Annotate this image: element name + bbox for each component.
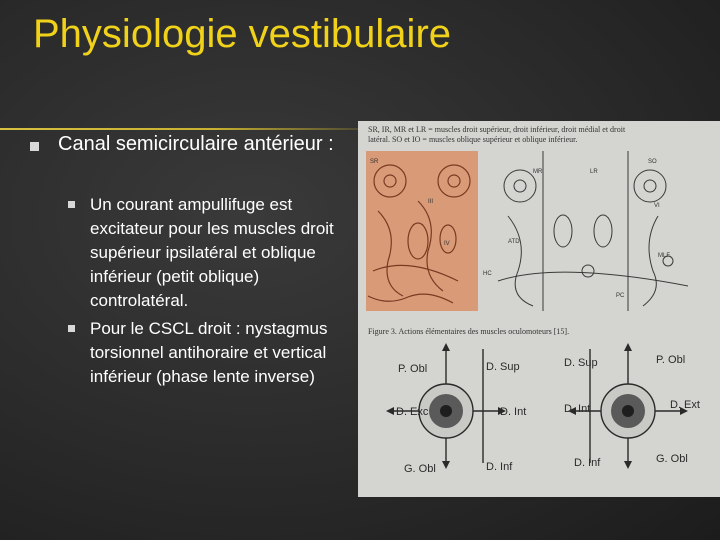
figure-caption: Figure 3. Actions élémentaires des muscles oculomoteurs [15]. bbox=[368, 327, 570, 336]
label-pc: PC bbox=[616, 293, 625, 299]
sub-bullet-marker bbox=[68, 201, 75, 208]
label-d-int-right: D. Int bbox=[564, 403, 591, 415]
label-sr: SR bbox=[370, 159, 379, 165]
label-g-obl-left: G. Obl bbox=[404, 463, 436, 475]
label-mr: MR bbox=[533, 169, 543, 175]
orange-panel bbox=[366, 151, 478, 311]
figure-caption-top-1: SR, IR, MR et LR = muscles droit supérieur, droit inférieur, droit médial et droit bbox=[368, 125, 626, 134]
label-d-int-left: D. Int bbox=[500, 406, 527, 418]
label-d-inf-right: D. Inf bbox=[574, 457, 601, 469]
label-d-sup-right: D. Sup bbox=[564, 357, 598, 369]
label-d-ext-right: D. Ext bbox=[670, 399, 700, 411]
bullet-marker bbox=[30, 142, 39, 151]
figure-drawing bbox=[358, 121, 720, 497]
sub-bullet-text: Pour le CSCL droit : nystagmus torsionnel antihoraire et vertical inférieur (phase lente inverse) bbox=[90, 319, 328, 386]
sub-bullet-marker bbox=[68, 325, 75, 332]
label-hc: HC bbox=[483, 271, 492, 277]
label-p-obl-left: P. Obl bbox=[398, 363, 428, 375]
slide-title: Physiologie vestibulaire bbox=[33, 12, 452, 56]
label-iv: IV bbox=[444, 241, 450, 247]
label-g-obl-right: G. Obl bbox=[656, 453, 688, 465]
label-d-inf-left: D. Inf bbox=[486, 461, 513, 473]
label-d-sup-left: D. Sup bbox=[486, 361, 520, 373]
label-atd: ATD bbox=[508, 239, 520, 245]
sub-bullet-text: Un courant ampullifuge est excitateur pour les muscles droit supérieur ipsilatéral et oblique inférieur (petit oblique) controlatéral. bbox=[90, 195, 334, 310]
label-p-obl-right: P. Obl bbox=[656, 354, 686, 366]
figure-caption-top-2: latéral. SO et IO = muscles oblique supérieur et oblique inférieur. bbox=[368, 135, 578, 144]
label-iii: III bbox=[428, 199, 434, 205]
eye-muscle-figure bbox=[358, 121, 720, 497]
label-lr: LR bbox=[590, 169, 598, 175]
label-mlf: MLF bbox=[658, 253, 670, 259]
label-vi: VI bbox=[654, 203, 660, 209]
label-d-exc-left: D. Exc bbox=[396, 406, 429, 418]
bullet-text: Canal semicirculaire antérieur : bbox=[58, 133, 334, 155]
label-so: SO bbox=[648, 159, 657, 165]
title-divider bbox=[0, 128, 358, 130]
